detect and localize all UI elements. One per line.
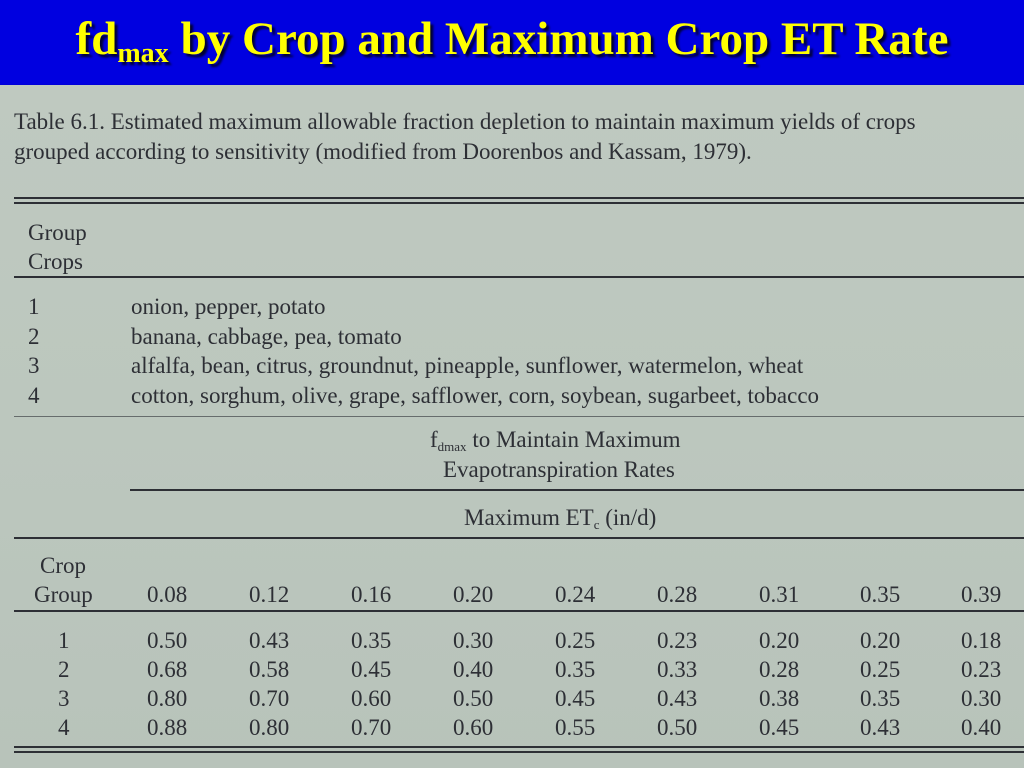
group-id-3: 3	[28, 353, 40, 378]
table-cell: 0.28	[759, 657, 800, 682]
group-id-1: 1	[28, 294, 40, 319]
group-header-rule	[14, 276, 1024, 278]
slide-title-bar	[0, 0, 1024, 84]
group-id-2: 2	[28, 324, 40, 349]
table-cell: 0.45	[351, 657, 392, 682]
group-header-line1: Group	[28, 220, 87, 245]
group-id-4: 4	[28, 383, 40, 408]
slide-title	[75, 13, 949, 69]
table-cell: 0.43	[860, 715, 901, 740]
table-cell: 0.23	[961, 657, 1002, 682]
table-cell: 0.70	[351, 715, 392, 740]
table-cell: 0.25	[555, 628, 596, 653]
title-symbol: fd	[75, 13, 118, 65]
table-cell: 0.40	[961, 715, 1002, 740]
top-rule-1	[14, 197, 1024, 199]
row-group-id: 3	[58, 686, 70, 711]
table-cell: 0.38	[759, 686, 800, 711]
et-rate-header: 0.39	[961, 582, 1002, 607]
et-rate-header: 0.35	[860, 582, 901, 607]
group-header-line2: Crops	[28, 249, 83, 274]
table-cell: 0.35	[860, 686, 901, 711]
et-header: Maximum ETc (in/d)	[464, 505, 657, 532]
row-group-id: 4	[58, 715, 70, 740]
fd-header-rule	[130, 489, 1024, 491]
table-cell: 0.58	[249, 657, 290, 682]
table-cell: 0.45	[555, 686, 596, 711]
table-cell: 0.20	[759, 628, 800, 653]
table-cell: 0.88	[147, 715, 188, 740]
table-cell: 0.68	[147, 657, 188, 682]
table-cell: 0.80	[147, 686, 188, 711]
crop-group-label-line1: Crop	[40, 553, 86, 578]
table-cell: 0.35	[351, 628, 392, 653]
table-cell: 0.43	[249, 628, 290, 653]
table-cell: 0.50	[657, 715, 698, 740]
et-rate-header: 0.16	[351, 582, 392, 607]
table-cell: 0.33	[657, 657, 698, 682]
scanned-table-image	[0, 85, 1024, 768]
row-group-id: 2	[58, 657, 70, 682]
table-cell: 0.80	[249, 715, 290, 740]
group-crops-3: alfalfa, bean, citrus, groundnut, pineapple, sunflower, watermelon, wheat	[131, 353, 804, 378]
table-cell: 0.30	[961, 686, 1002, 711]
fd-header-line1: fdmax to Maintain Maximum	[430, 427, 681, 454]
title-subscript: max	[117, 38, 169, 69]
table-cell: 0.35	[555, 657, 596, 682]
table-cell: 0.20	[860, 628, 901, 653]
et-rate-header: 0.31	[759, 582, 800, 607]
et-rate-header: 0.20	[453, 582, 494, 607]
et-rate-header: 0.12	[249, 582, 290, 607]
crop-group-label-line2: Group	[34, 582, 93, 607]
bottom-rule-2	[14, 751, 1024, 753]
table-cell: 0.70	[249, 686, 290, 711]
group-crops-4: cotton, sorghum, olive, grape, safflower, corn, soybean, sugarbeet, tobacco	[131, 383, 820, 408]
top-rule-2	[14, 202, 1024, 204]
et-rate-header: 0.08	[147, 582, 188, 607]
groups-bottom-rule	[14, 416, 1024, 417]
table-cell: 0.43	[657, 686, 698, 711]
table-cell: 0.60	[453, 715, 494, 740]
table-cell: 0.50	[147, 628, 188, 653]
group-crops-1: onion, pepper, potato	[131, 294, 326, 319]
bottom-rule-1	[14, 746, 1024, 748]
table-cell: 0.40	[453, 657, 494, 682]
table-cell: 0.18	[961, 628, 1002, 653]
et-rate-header: 0.24	[555, 582, 596, 607]
table-caption: Table 6.1. Estimated maximum allowable fraction depletion to maintain maximum yields of crops grouped according to sensitivity (modified from Doorenbos and Kassam, 1979).	[14, 109, 916, 164]
title-text: by Crop and Maximum Crop ET Rate	[180, 13, 949, 65]
table-cell: 0.45	[759, 715, 800, 740]
row-group-id: 1	[58, 628, 70, 653]
table-cell: 0.23	[657, 628, 698, 653]
table-cell: 0.55	[555, 715, 596, 740]
table-cell: 0.50	[453, 686, 494, 711]
group-crops-2: banana, cabbage, pea, tomato	[131, 324, 402, 349]
table-cell: 0.30	[453, 628, 494, 653]
table-cell: 0.60	[351, 686, 392, 711]
et-header-rule	[14, 537, 1024, 539]
fd-header-line2: Evapotranspiration Rates	[443, 457, 675, 482]
column-header-rule	[14, 610, 1024, 612]
table-cell: 0.25	[860, 657, 901, 682]
et-rate-header: 0.28	[657, 582, 698, 607]
